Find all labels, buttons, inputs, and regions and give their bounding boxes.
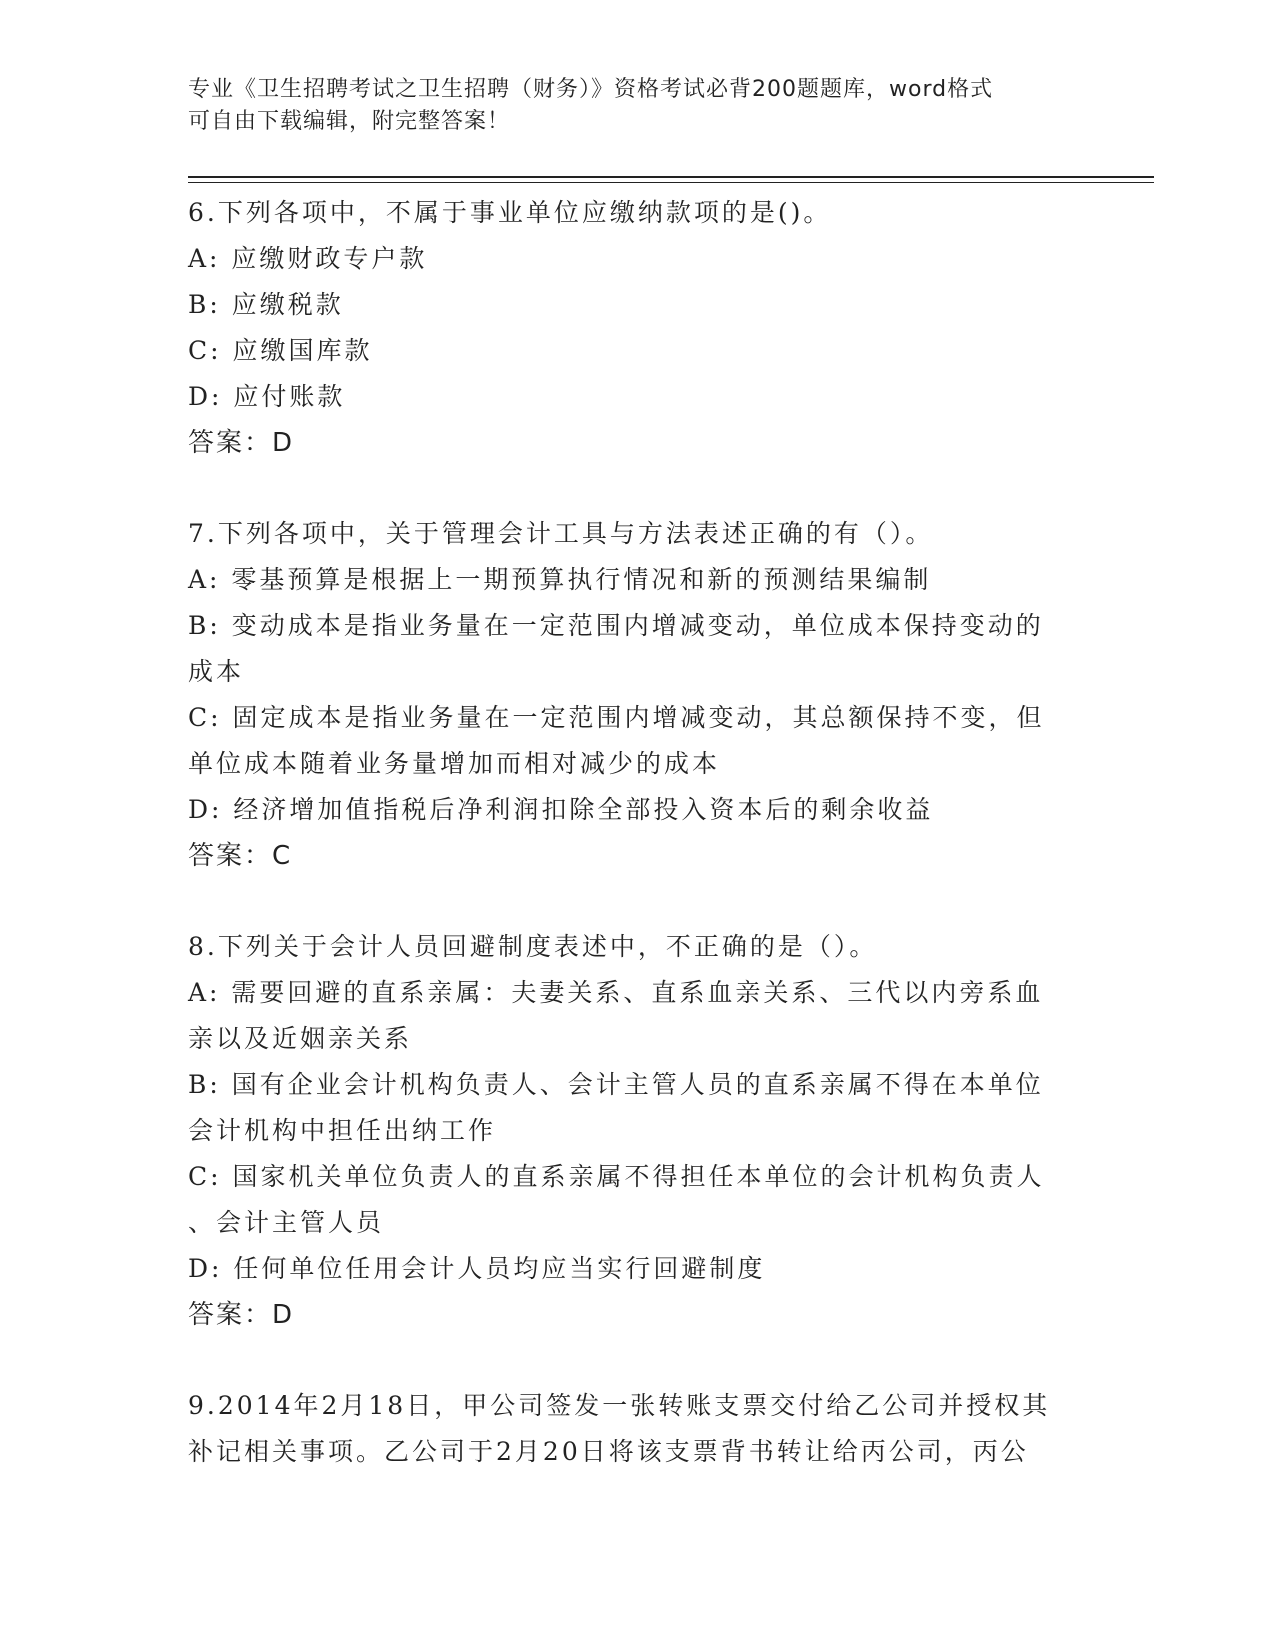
document-header — [188, 74, 1068, 138]
header-divider-thin — [188, 182, 1154, 183]
option-c: C: 固定成本是指业务量在一定范围内增减变动，其总额保持不变，但 — [188, 703, 1045, 732]
option-b-continued: 会计机构中担任出纳工作 — [188, 1116, 497, 1145]
option-d: D: 经济增加值指税后净利润扣除全部投入资本后的剩余收益 — [188, 795, 934, 824]
option-c: C: 国家机关单位负责人的直系亲属不得担任本单位的会计机构负责人 — [188, 1162, 1045, 1191]
option-d: D: 应付账款 — [188, 382, 346, 411]
question-stem: 6.下列各项中，不属于事业单位应缴纳款项的是()。 — [188, 198, 832, 227]
option-c-continued: 、会计主管人员 — [188, 1208, 385, 1237]
option-b: B: 国有企业会计机构负责人、会计主管人员的直系亲属不得在本单位 — [188, 1070, 1044, 1099]
answer-label: 答案：D — [188, 428, 295, 458]
question-6 — [188, 190, 1088, 466]
header-title-line-2: 可自由下载编辑，附完整答案！ — [188, 109, 511, 134]
question-7 — [188, 511, 1088, 879]
answer-label: 答案：D — [188, 1300, 295, 1330]
question-9 — [188, 1383, 1088, 1475]
question-stem-continued: 补记相关事项。乙公司于2月20日将该支票背书转让给丙公司，丙公 — [188, 1437, 1029, 1466]
option-b-continued: 成本 — [188, 657, 245, 686]
question-stem: 9.2014年2月18日，甲公司签发一张转账支票交付给乙公司并授权其 — [188, 1391, 1051, 1420]
question-stem: 8.下列关于会计人员回避制度表述中，不正确的是（）。 — [188, 932, 878, 961]
answer-label: 答案：C — [188, 841, 293, 871]
question-spacer — [188, 466, 1088, 511]
question-stem: 7.下列各项中，关于管理会计工具与方法表述正确的有（）。 — [188, 519, 934, 548]
question-list — [188, 190, 1088, 1475]
option-a: A: 零基预算是根据上一期预算执行情况和新的预测结果编制 — [188, 565, 932, 594]
option-c: C: 应缴国库款 — [188, 336, 373, 365]
option-a: A: 需要回避的直系亲属：夫妻关系、直系血亲关系、三代以内旁系血 — [188, 978, 1044, 1007]
header-divider-thick — [188, 176, 1154, 178]
question-spacer — [188, 1338, 1088, 1383]
option-b: B: 应缴税款 — [188, 290, 344, 319]
option-a-continued: 亲以及近姻亲关系 — [188, 1024, 413, 1053]
question-spacer — [188, 879, 1088, 924]
option-b: B: 变动成本是指业务量在一定范围内增减变动，单位成本保持变动的 — [188, 611, 1044, 640]
header-title-line-1: 专业《卫生招聘考试之卫生招聘（财务）》资格考试必背200题题库，word格式 — [188, 77, 994, 102]
question-8 — [188, 924, 1088, 1338]
option-a: A: 应缴财政专户款 — [188, 244, 428, 273]
option-d: D: 任何单位任用会计人员均应当实行回避制度 — [188, 1254, 766, 1283]
option-c-continued: 单位成本随着业务量增加而相对减少的成本 — [188, 749, 721, 778]
